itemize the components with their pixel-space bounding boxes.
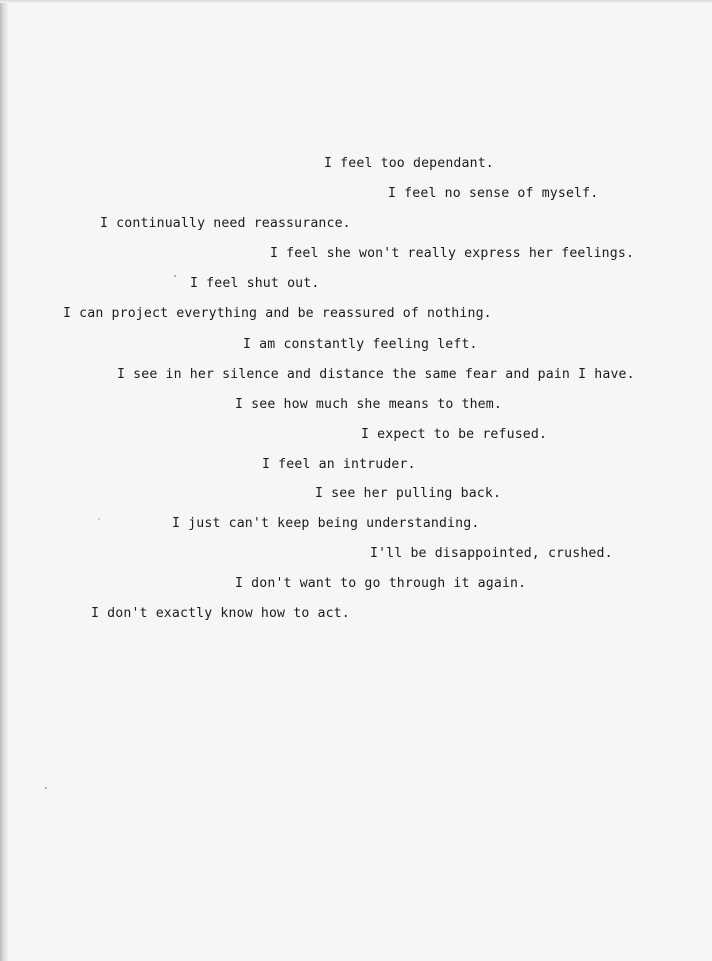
- poem-line-8: I see in her silence and distance the same fear and pain I have.: [117, 367, 635, 382]
- poem-line-12: I see her pulling back.: [315, 486, 502, 501]
- poem-line-9: I see how much she means to them.: [235, 397, 502, 412]
- poem-line-2: I feel no sense of myself.: [388, 186, 599, 201]
- poem-line-7: I am constantly feeling left.: [243, 337, 478, 352]
- poem-line-1: I feel too dependant.: [324, 156, 494, 171]
- poem-line-13: I just can't keep being understanding.: [172, 516, 480, 531]
- poem-line-11: I feel an intruder.: [262, 457, 416, 472]
- poem-line-16: I don't exactly know how to act.: [91, 606, 350, 621]
- ink-speck: [45, 787, 47, 789]
- poem-line-5: I feel shut out.: [190, 276, 320, 291]
- poem-line-14: I'll be disappointed, crushed.: [370, 546, 613, 561]
- poem-line-3: I continually need reassurance.: [100, 216, 351, 231]
- ink-speck: [174, 275, 176, 277]
- poem-line-6: I can project everything and be reassured of nothing.: [63, 306, 492, 321]
- poem-line-10: I expect to be refused.: [361, 427, 548, 442]
- poem-line-4: I feel she won't really express her feelings.: [270, 246, 635, 261]
- poem-line-15: I don't want to go through it again.: [235, 576, 527, 591]
- ink-speck: [98, 518, 100, 520]
